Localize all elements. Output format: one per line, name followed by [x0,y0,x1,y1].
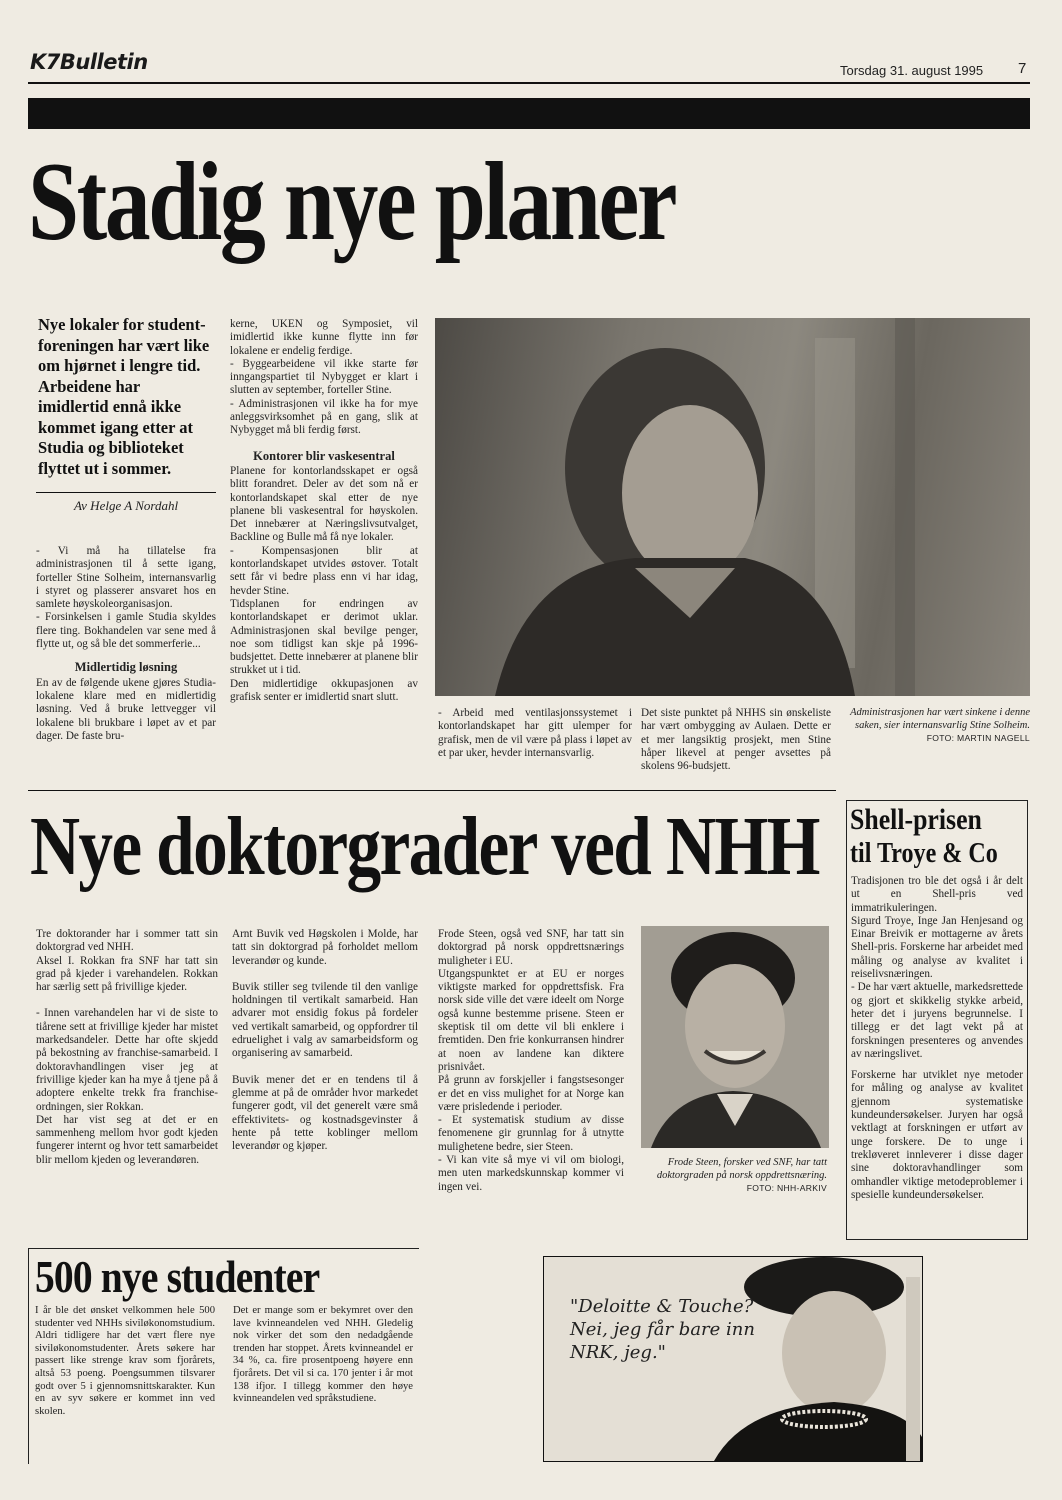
paragraph: - Innen varehandelen har vi de siste to tiårene sett at frivillige kjeder har mistet markedsandeler. Dette har ofte skjedd på bekostning av franchise-samarbeid. I doktoravhandlingen viser jeg at frivillige kjeder kan ha mye å tjene på å adoptere enkelte trekk fra franchise-ordningen, sier Rokkan. [36,1007,218,1113]
shell-body [851,875,1023,1202]
paragraph: - Byggearbeidene vil ikke starte før inngangspartiet til Nybygget er klart i slutten av september, forteller Stine. [230,357,418,397]
ad-quote [570,1295,760,1364]
caption-text: Administrasjonen har vært sinkene i denne saken, sier internansvarlig Stine Solheim. [850,707,1030,731]
photo-stine-solheim [435,318,1030,696]
paragraph: Utgangspunktet er at EU er norges viktigste marked for oppdrettsfisk. Fra norsk side ville det være ideelt om Norge også kunne bestemme prisene. Steen er skeptisk til om dette vil bli enklere i fremtiden. Den frie konkurransen hindrer at noen av landene kan diktere prisnivået. [438,967,624,1073]
paragraph: Tidsplanen for endringen av kontorlandskapet er derimot uklar. Administrasjonen skal bevilge penger, noe som tidligst kan skje på 1996-budsjettet. Dette innebærer at planene blir strukket ut i tid. [230,597,418,677]
headline-line: Shell-prisen [850,803,982,836]
paragraph: Aksel I. Rokkan fra SNF har tatt sin grad på kjeder i varehandelen. Rokkan har særlig sett på frivillige kjeder. [36,954,218,994]
photo-credit: FOTO: MARTIN NAGELL [926,733,1030,743]
headline-500-nye-studenter: 500 nye studenter [35,1251,320,1302]
quote-line: NRK, jeg." [570,1342,666,1363]
headline-line: til Troye & Co [850,838,998,869]
paragraph: Frode Steen, også ved SNF, har tatt sin doktorgrad på norsk oppdrettsnærings muligheter i EU. [438,928,624,967]
headline-stadig-nye-planer: Stadig nye planer [28,140,676,264]
article1-lead: Nye lokaler for studentforeningen har vært like om hjørnet i lengre tid. Arbeidene har imidlertid ennå ikke kommet igang etter at Studia og biblioteket flyttet ut i sommer. [38,315,210,478]
paragraph: Det har vist seg at det er en sammenheng mellom hvor godt kjeden fungerer internt og hvor tett samarbeidet blir mellom kjeden og leverandøren. [36,1113,218,1166]
paragraph: - De har vært aktuelle, markedsrettede og gjort et skikkelig stykke arbeid, heter det i juryens begrunnelse. I tillegg er det lagt vekt på at forskningen presenteres og anvendes av næringslivet. [851,981,1023,1060]
photo-credit: FOTO: NHH-ARKIV [746,1183,827,1193]
article1-photo-caption [842,707,1030,745]
paragraph: En av de følgende ukene gjøres Studia-lokalene klare med en midlertidig løsning. Ved å bruke lettvegger vil lokalene bli brukbare i løpet av et par dager. De faste bru- [36,676,216,742]
article1-byline: Av Helge A Nordahl [73,498,179,513]
page-number: 7 [1018,60,1027,77]
article1-col4: Det siste punktet på NHHS sin ønskeliste har vært ombygging av Aulaen. Dette er et mer langsiktig prosjekt, men Stine håper likevel at penger avsettes på skolens 96-budsjett. [641,707,831,773]
article2-col1 [36,928,218,1167]
woman-portrait-illustration [435,318,1030,696]
studenter-box [28,1248,419,1464]
shell-prisen-box [846,800,1028,1240]
paragraph: På grunn av forskjeller i fangstsesonger er det en viss mulighet for at Norge kan være prisledende i perioder. [438,1074,624,1113]
paragraph: kerne, UKEN og Symposiet, vil imidlertid ikke kunne flytte inn før lokalene er endelig ferdige. [230,318,418,357]
paragraph: - Vi må ha tillatelse fra administrasjonen til å sette igang, forteller Stine Solheim, internansvarlig i styret og plasserer ansvaret hos en samlete høyskoleorganisasjon. [36,545,216,611]
paragraph: - Administrasjonen vil ikke ha for mye anleggsvirksomhet på en gang, slik at Nybygget må bli ferdig først. [230,397,418,437]
quote-line: Nei, jeg får bare inn [570,1319,755,1340]
masthead-logo: K7Bulletin [30,50,148,74]
paragraph: Sigurd Troye, Inge Jan Henjesand og Einar Breivik er mottagerne av årets Shell-pris. Forskerne har arbeidet med måling og analyse av kvalitet i reiselivsnæringen. [851,914,1023,981]
paragraph: Buvik mener det er en tendens til å glemme at på de områder hvor markedet fungerer godt, vil det generelt være små effektivitets- og kostnadsgevinster å hente på tette koblinger mellom leverandør og kjøper. [232,1073,418,1153]
headline-nye-doktorgrader: Nye doktorgrader ved NHH [30,800,819,893]
subheading: Kontorer blir vaskesentral [253,448,395,463]
man-portrait-illustration [641,926,829,1148]
section-divider [28,790,836,791]
byline-rule [36,492,216,493]
article4-col2: Det er mange som er bekymret over den lave kvinneandelen ved NHH. Gledelig nok virker det som den nedadgående trenden har stoppet. Årets kvinneandel er 34 %, ca. fire prosentpoeng høyere enn fjorårets. Det vil si ca. 170 jenter i år mot 138 ifjor. I tillegg kommer den høye kvinneandelen ved språkstudiene. [233,1305,413,1405]
paragraph: - Vi kan vite så mye vi vil om biologi, men uten markedskunnskap kommer vi ingen vei. [438,1154,624,1193]
article1-col2 [230,318,418,704]
subheading: Midlertidig løsning [74,660,178,675]
paragraph: Arnt Buvik ved Høgskolen i Molde, har tatt sin doktorgrad på forholdet mellom leverandør og kunde. [232,928,418,967]
paragraph: Tre doktorander har i sommer tatt sin doktorgrad ved NHH. [36,928,218,954]
article1-col3: - Arbeid med ventilasjonssystemet i kontorlandskapet har gitt ulemper for grafisk, men de vil være på plass i løpet av et par uker, hevder internansvarlig. [438,707,632,759]
article2-photo-caption [641,1157,827,1195]
paragraph: - Et systematisk studium av disse fenomenene gir grunnlag for å utnytte mulighetene bedre, sier Steen. [438,1114,624,1153]
article4-col1: I år ble det ønsket velkommen hele 500 studenter ved NHHs siviløkonomstudium. Aldri tidligere har det vært flere nye siviløkonomstudenter. Årets søkere har passert like strenge krav som fjorårets, altså 53 poeng. Poengsummen tilsvarer godt over 5 i gjennomsnittskarakter. Kun en av syv søkere er kommet inn ved skolen. [35,1305,215,1417]
masthead-rule [28,82,1030,84]
article2-col3 [438,928,624,1194]
paragraph: Tradisjonen tro ble det også i år delt ut en Shell-pris ved immatrikuleringen. [851,875,1023,914]
caption-text: Frode Steen, forsker ved SNF, har tatt doktorgraden på norsk oppdrettsnæring. [656,1157,827,1181]
article2-col2 [232,928,418,1153]
article1-col1 [36,545,216,743]
photo-frode-steen [641,926,829,1148]
ad-deloitte [543,1256,923,1462]
paragraph: Planene for kontorlandsskapet er også blitt forandret. Deler av det som nå er kontorlandskapet skal etter de nye planene bli vaskesentral for høyskolen. Det innebærer at Næringslivsutvalget, Backline og Bulle må få nye lokaler. [230,464,418,544]
shell-headline [850,803,1005,871]
top-black-band [28,98,1030,129]
issue-date: Torsdag 31. august 1995 [840,63,984,78]
paragraph: Buvik stiller seg tvilende til den vanlige holdningen til vertikalt samarbeid. Han advarer mot ensidig fokus på fordeler ved vertikalt samarbeid, og oppfordrer til edruelighet i valg av samarbeidsform og organisering av samarbeid. [232,980,418,1060]
paragraph: Forskerne har utviklet nye metoder for måling og analyse av kvalitet gjennom systematiske kundeundersøkelser. Juryen har også vektlagt at forskningen er utført av unge forskere. De to unge i trekløveret innleverer i disse dager sine doktoravhandlinger som omhandler viktige metodeproblemer i spesielle kundeundersøkelser. [851,1069,1023,1201]
paragraph: Den midlertidige okkupasjonen av grafisk senter er imidlertid snart slutt. [230,677,418,704]
paragraph: - Forsinkelsen i gamle Studia skyldes flere ting. Bokhandelen var sene med å flytte ut, og så ble det sommerferie... [36,611,216,651]
quote-line: "Deloitte & Touche? [570,1296,754,1317]
paragraph: - Kompensasjonen blir at kontorlandskapet utvides østover. Totalt sett får vi bedre plass enn vi har idag, hevder Stine. [230,544,418,597]
